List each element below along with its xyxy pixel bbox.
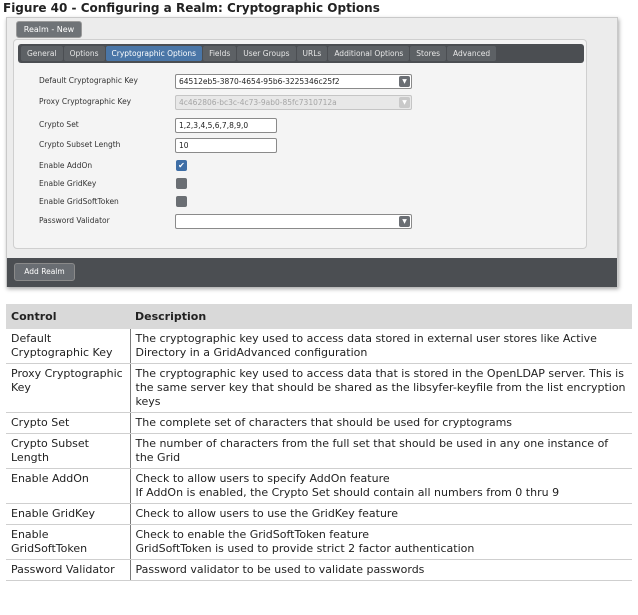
enable-addon-label: Enable AddOn [39, 161, 93, 170]
tab-additional-options[interactable]: Additional Options [328, 46, 409, 61]
tab-urls[interactable]: URLs [297, 46, 328, 61]
table-row [6, 329, 632, 364]
table-row [6, 364, 632, 413]
description-line: Password validator to be used to validate passwords [135, 563, 425, 576]
tab-cryptographic-options[interactable]: Cryptographic Options [106, 46, 203, 61]
description-cell [130, 560, 632, 581]
enable-gridkey-label: Enable GridKey [39, 179, 97, 188]
description-cell [130, 504, 632, 525]
description-cell [130, 329, 632, 364]
default-key-value: 64512eb5-3870-4654-95b6-3225346c25f2 [179, 77, 340, 86]
tab-bar [18, 44, 584, 63]
enable-gridsofttoken-checkbox[interactable] [176, 196, 187, 207]
table-row [6, 434, 632, 469]
description-line: GridSoftToken is used to provide strict 2 factor authentication [135, 542, 475, 555]
control-cell: Crypto Subset Length [6, 434, 130, 469]
description-line: Check to allow users to use the GridKey feature [135, 507, 398, 520]
description-line: The cryptographic key used to access data stored in external user stores like Active Directory in a GridAdvanced configuration [135, 332, 597, 359]
crypto-set-label: Crypto Set [39, 120, 79, 129]
add-realm-button[interactable]: Add Realm [14, 263, 75, 281]
description-line: If AddOn is enabled, the Crypto Set should contain all numbers from 0 thru 9 [135, 486, 560, 499]
crypto-subset-input[interactable]: 10 [175, 138, 277, 153]
tab-user-groups[interactable]: User Groups [237, 46, 295, 61]
crypto-set-input[interactable]: 1,2,3,4,5,6,7,8,9,0 [175, 118, 277, 133]
control-cell: Crypto Set [6, 413, 130, 434]
table-row [6, 413, 632, 434]
default-key-label: Default Cryptographic Key [39, 76, 138, 85]
realm-window [6, 17, 618, 287]
enable-addon-checkbox[interactable]: ✔ [176, 160, 187, 171]
controls-table [6, 304, 632, 581]
tab-general[interactable]: General [21, 46, 63, 61]
tab-options[interactable]: Options [64, 46, 105, 61]
figure-title: Figure 40 - Configuring a Realm: Cryptographic Options [3, 1, 380, 15]
description-cell [130, 413, 632, 434]
control-cell: Default Cryptographic Key [6, 329, 130, 364]
control-cell: Password Validator [6, 560, 130, 581]
description-line: Check to allow users to specify AddOn feature [135, 472, 390, 485]
chevron-down-icon[interactable]: ▼ [399, 76, 410, 87]
header-description: Description [130, 304, 632, 329]
header-control: Control [6, 304, 130, 329]
description-line: The complete set of characters that should be used for cryptograms [135, 416, 513, 429]
control-cell: Enable GridKey [6, 504, 130, 525]
chevron-down-icon: ▼ [399, 97, 410, 108]
description-cell [130, 525, 632, 560]
default-key-select[interactable] [175, 74, 412, 89]
control-cell: Enable GridSoftToken [6, 525, 130, 560]
tab-stores[interactable]: Stores [410, 46, 446, 61]
table-header-row [6, 304, 632, 329]
description-cell [130, 469, 632, 504]
realm-panel [13, 39, 587, 249]
description-cell [130, 434, 632, 469]
proxy-key-value: 4c462806-bc3c-4c73-9ab0-85fc7310712a [179, 98, 337, 107]
enable-gridkey-checkbox[interactable] [176, 178, 187, 189]
description-line: The cryptographic key used to access data that is stored in the OpenLDAP server. This is the same server key that should be shared as the libsyfer-keyfile from the list encryption keys [135, 367, 626, 408]
description-line: The number of characters from the full set that should be used in any one instance of the Grid [135, 437, 609, 464]
table-row [6, 560, 632, 581]
control-cell: Proxy Cryptographic Key [6, 364, 130, 413]
description-line: Check to enable the GridSoftToken feature [135, 528, 370, 541]
form-footer [7, 258, 617, 287]
table-row [6, 504, 632, 525]
chevron-down-icon[interactable]: ▼ [399, 216, 410, 227]
tab-fields[interactable]: Fields [203, 46, 236, 61]
password-validator-select[interactable] [175, 214, 412, 229]
password-validator-label: Password Validator [39, 216, 110, 225]
table-row [6, 469, 632, 504]
tab-advanced[interactable]: Advanced [447, 46, 496, 61]
table-row [6, 525, 632, 560]
enable-gridsofttoken-label: Enable GridSoftToken [39, 197, 119, 206]
proxy-key-select [175, 95, 412, 110]
crypto-subset-label: Crypto Subset Length [39, 140, 121, 149]
description-cell [130, 364, 632, 413]
realm-new-tab[interactable]: Realm - New [16, 21, 82, 38]
control-cell: Enable AddOn [6, 469, 130, 504]
proxy-key-label: Proxy Cryptographic Key [39, 97, 132, 106]
